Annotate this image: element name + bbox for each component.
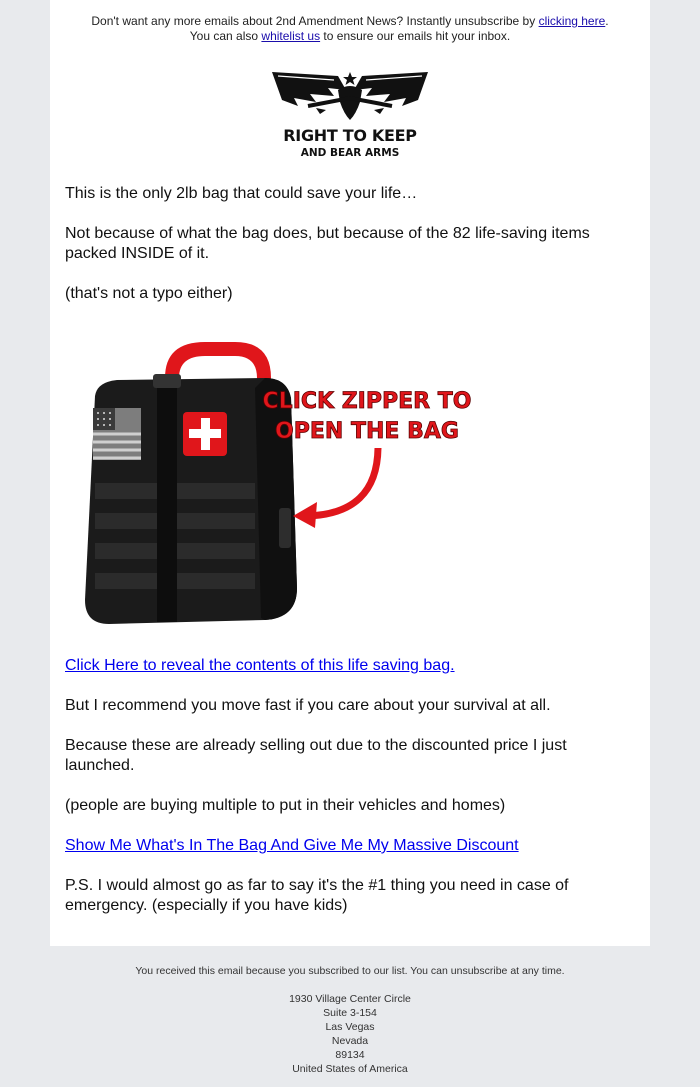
- email-footer: [0, 964, 700, 1076]
- email-card: [50, 0, 650, 946]
- reveal-contents-link[interactable]: Click Here to reveal the contents of this life saving bag.: [65, 657, 455, 674]
- postscript: P.S. I would almost go as far to say it's the #1 thing you need in case of emergency. (especially if you have kids): [65, 877, 569, 914]
- paragraph-4: But I recommend you move fast if you care about your survival at all.: [65, 697, 551, 714]
- paragraph-5: Because these are already selling out due to the discounted price I just launched.: [65, 737, 567, 774]
- bag-caption-line1: CLICK ZIPPER TO: [262, 389, 472, 414]
- unsubscribe-notice-text: Don't want any more emails about 2nd Amendment News? Instantly unsubscribe by: [91, 14, 539, 28]
- whitelist-notice-suffix: to ensure our emails hit your inbox.: [320, 29, 511, 43]
- logo-title: RIGHT TO KEEP: [283, 126, 417, 145]
- address-line: 1930 Village Center Circle: [289, 993, 411, 1005]
- unsubscribe-notice-suffix: .: [605, 14, 609, 28]
- discount-link[interactable]: Show Me What's In The Bag And Give Me My Massive Discount: [65, 837, 519, 854]
- footer-notice: You received this email because you subscribed to our list. You can unsubscribe at any time.: [135, 965, 565, 977]
- logo-subtitle: AND BEAR ARMS: [300, 147, 400, 159]
- unsubscribe-link[interactable]: clicking here: [538, 14, 606, 28]
- address-line: Las Vegas: [325, 1021, 375, 1033]
- whitelist-link[interactable]: whitelist us: [261, 29, 321, 43]
- unsubscribe-notice: [50, 14, 650, 44]
- paragraph-3: (that's not a typo either): [65, 285, 233, 302]
- address-line: Nevada: [331, 1035, 369, 1047]
- footer-address: [0, 992, 700, 1076]
- address-line: United States of America: [292, 1063, 408, 1075]
- address-line: 89134: [335, 1049, 365, 1061]
- bag-image[interactable]: [65, 318, 485, 643]
- address-line: Suite 3-154: [323, 1007, 377, 1019]
- bag-contents-link-wrap: [65, 656, 625, 676]
- paragraph-6: (people are buying multiple to put in their vehicles and homes): [65, 797, 506, 814]
- whitelist-notice-text: You can also: [189, 29, 262, 43]
- discount-link-wrap: [65, 836, 625, 856]
- paragraph-2: Not because of what the bag does, but because of the 82 life-saving items packed INSIDE of it.: [65, 225, 590, 262]
- bag-caption-line2: OPEN THE BAG: [275, 419, 459, 444]
- paragraph-1: This is the only 2lb bag that could save your life…: [65, 185, 418, 202]
- arrow-icon: [307, 448, 378, 516]
